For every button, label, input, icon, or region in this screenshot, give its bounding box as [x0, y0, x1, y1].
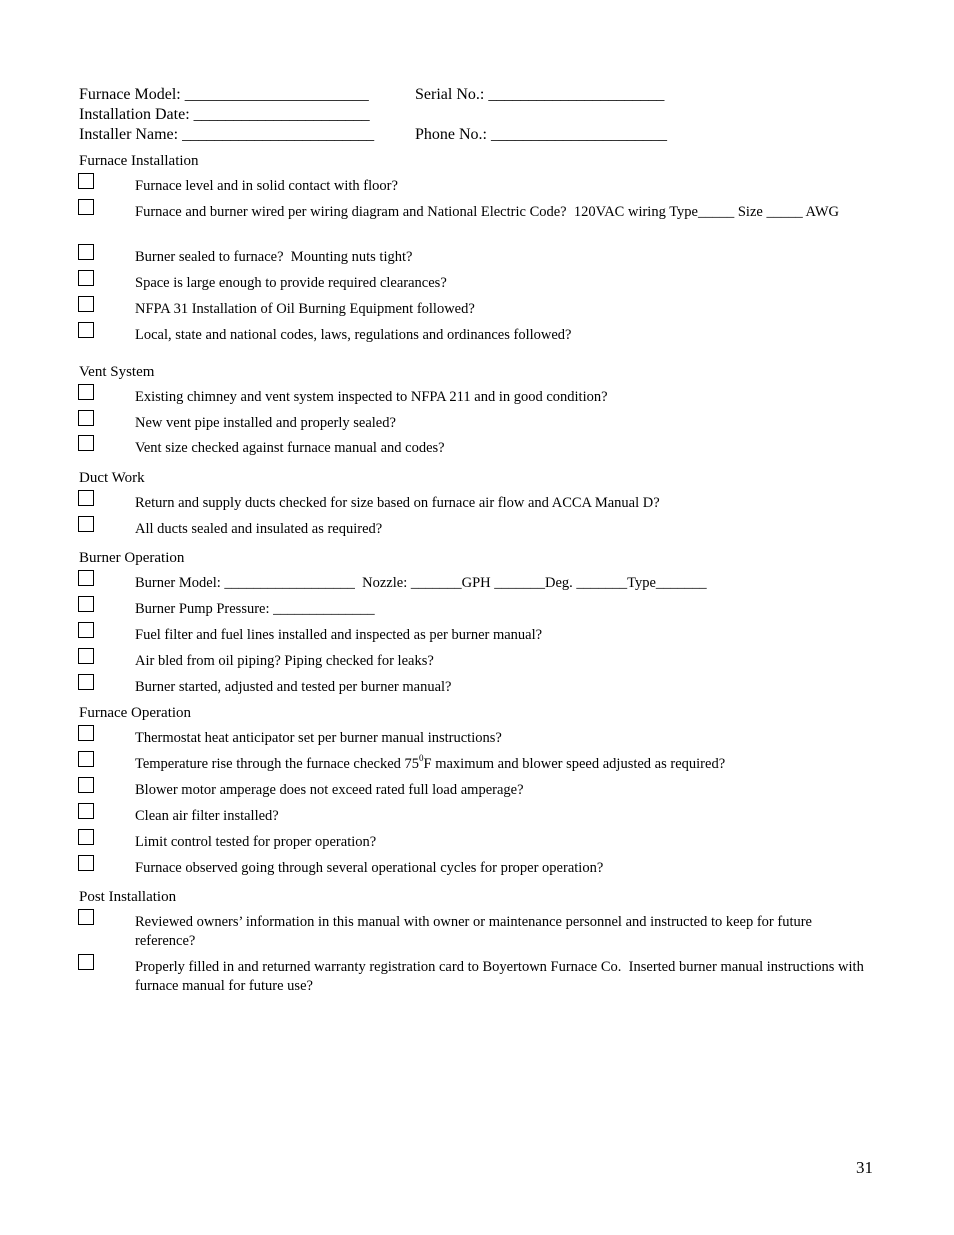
checklist-item-text: Vent size checked against furnace manual and codes?: [135, 440, 445, 456]
checkbox[interactable]: [78, 322, 94, 338]
checklist-item-text: Space is large enough to provide required clearances?: [135, 275, 447, 291]
phone-no-field[interactable]: Phone No.: ______________________: [415, 126, 667, 143]
checkbox[interactable]: [78, 909, 94, 925]
checkbox[interactable]: [78, 674, 94, 690]
checklist-item-text: Air bled from oil piping? Piping checked for leaks?: [135, 653, 434, 669]
checkbox[interactable]: [78, 435, 94, 451]
installer-name-field[interactable]: Installer Name: ________________________: [79, 126, 375, 143]
checklist-item-text: Burner started, adjusted and tested per burner manual?: [135, 679, 452, 695]
checklist-item-text: Limit control tested for proper operation?: [135, 834, 377, 850]
section-title-vent-system: Vent System: [79, 364, 155, 380]
installation-date-field[interactable]: Installation Date: ______________________: [79, 106, 370, 123]
checklist-item-text: Furnace observed going through several operational cycles for proper operation?: [135, 860, 604, 876]
checklist-item-text: Return and supply ducts checked for size based on furnace air flow and ACCA Manual D?: [135, 495, 660, 511]
checklist-item-text: Existing chimney and vent system inspected to NFPA 211 and in good condition?: [135, 389, 608, 405]
checkbox[interactable]: [78, 199, 94, 215]
checkbox[interactable]: [78, 803, 94, 819]
checkbox[interactable]: [78, 725, 94, 741]
checklist-item-text: New vent pipe installed and properly sealed?: [135, 415, 396, 431]
checkbox[interactable]: [78, 410, 94, 426]
checkbox[interactable]: [78, 490, 94, 506]
checkbox[interactable]: [78, 648, 94, 664]
section-title-furnace-operation: Furnace Operation: [79, 705, 192, 721]
checkbox[interactable]: [78, 296, 94, 312]
checkbox[interactable]: [78, 596, 94, 612]
checklist-item-text: Local, state and national codes, laws, regulations and ordinances followed?: [135, 327, 572, 343]
section-title-burner-operation: Burner Operation: [79, 550, 185, 566]
checkbox[interactable]: [78, 173, 94, 189]
checkbox[interactable]: [78, 777, 94, 793]
checklist-item-text: Blower motor amperage does not exceed rated full load amperage?: [135, 782, 524, 798]
section-title-furnace-installation: Furnace Installation: [79, 153, 199, 169]
checkbox[interactable]: [78, 244, 94, 260]
checklist-item-text: NFPA 31 Installation of Oil Burning Equipment followed?: [135, 301, 475, 317]
checkbox[interactable]: [78, 855, 94, 871]
checklist-item-text: Burner Model: __________________ Nozzle: _______GPH _______Deg. _______Type_______: [135, 575, 707, 591]
checklist-item-text: Properly filled in and returned warranty registration card to Boyertown Furnace Co. Inserted burner manual instructions with furnace manual for future use?: [135, 959, 868, 994]
checklist-item-text: Burner sealed to furnace? Mounting nuts tight?: [135, 249, 413, 265]
checkbox[interactable]: [78, 516, 94, 532]
checkbox[interactable]: [78, 270, 94, 286]
checkbox[interactable]: [78, 954, 94, 970]
serial-no-field[interactable]: Serial No.: ______________________: [415, 86, 665, 103]
section-title-post-installation: Post Installation: [79, 889, 177, 905]
degree-superscript: 0: [419, 753, 424, 764]
furnace-model-field[interactable]: Furnace Model: _______________________: [79, 86, 369, 103]
checkbox[interactable]: [78, 751, 94, 767]
checkbox[interactable]: [78, 622, 94, 638]
checklist-item-text: Furnace and burner wired per wiring diagram and National Electric Code? 120VAC wiring Type_____ Size _____ AWG: [135, 204, 839, 220]
checklist-item-text: Thermostat heat anticipator set per burner manual instructions?: [135, 730, 502, 746]
checkbox[interactable]: [78, 570, 94, 586]
checklist-item-text: All ducts sealed and insulated as required?: [135, 521, 383, 537]
temperature-rise-text: Temperature rise through the furnace checked 75: [135, 756, 420, 772]
checkbox[interactable]: [78, 829, 94, 845]
page-number: 31: [856, 1158, 873, 1177]
checkbox[interactable]: [78, 384, 94, 400]
checklist-item-text: Burner Pump Pressure: ______________: [135, 601, 375, 617]
temperature-rise-text-rest: F maximum and blower speed adjusted as required?: [423, 756, 726, 772]
checklist-item-text: [135, 755, 870, 774]
checklist-item-text: Clean air filter installed?: [135, 808, 279, 824]
checklist-item-text: Reviewed owners’ information in this manual with owner or maintenance personnel and instructed to keep for future reference?: [135, 914, 816, 949]
section-title-duct-work: Duct Work: [79, 470, 145, 486]
checklist-item-text: Furnace level and in solid contact with floor?: [135, 178, 398, 194]
checklist-item-text: Fuel filter and fuel lines installed and inspected as per burner manual?: [135, 627, 543, 643]
